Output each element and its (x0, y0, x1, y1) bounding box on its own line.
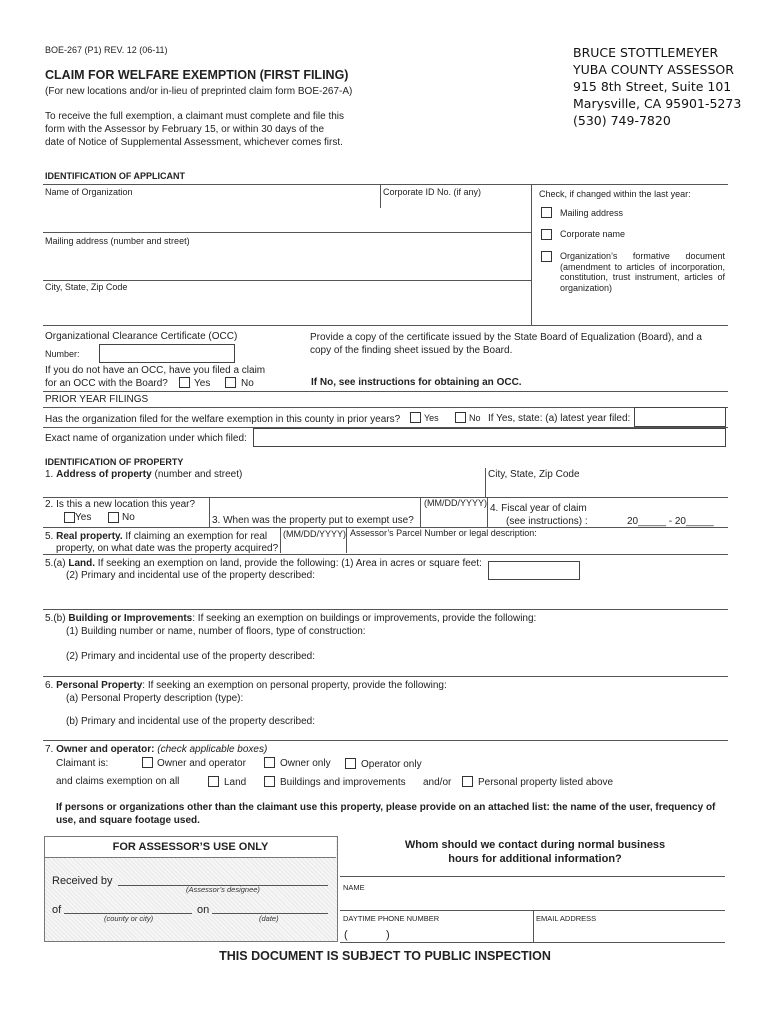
exempt-use-date-format: (MM/DD/YYYY) (424, 498, 487, 508)
new-location-question: 2. Is this a new location this year? (45, 499, 196, 510)
assessor-office: YUBA COUNTY ASSESSOR (573, 62, 734, 77)
owner-operator-label: Owner and operator (157, 758, 246, 769)
exempt-use-question: 3. When was the property put to exempt use? (212, 515, 414, 526)
org-name-field[interactable] (45, 198, 375, 228)
occ-provide-text: Provide a copy of the certificate issued by the State Board of Equalization (Board), and a copy of the finding sheet issued by the Board. (310, 332, 702, 356)
building-use-label: (2) Primary and incidental use of the property described: (66, 651, 316, 662)
prior-no-checkbox[interactable] (455, 412, 466, 423)
received-by-field[interactable] (118, 870, 328, 884)
mailing-address-label: Mailing address (number and street) (45, 236, 190, 246)
prior-no-label: No (469, 413, 481, 423)
form-subtitle: (For new locations and/or in-lieu of preprinted claim form BOE-267-A) (45, 86, 353, 97)
and-or-label: and/or (423, 777, 452, 788)
city-state-zip-field[interactable] (45, 294, 525, 322)
new-location-yes-label: Yes (75, 512, 92, 523)
occ-question-line2: for an OCC with the Board? (45, 378, 168, 389)
property-city-label: City, State, Zip Code (488, 469, 580, 480)
occ-number-label: Number: (45, 349, 80, 359)
prior-question: Has the organization filed for the welfare exemption in this county in prior years? (45, 414, 401, 425)
contact-phone-open-paren: ( (344, 929, 348, 941)
owner-only-checkbox[interactable] (264, 757, 275, 768)
date-caption: (date) (259, 914, 279, 923)
operator-only-checkbox[interactable] (345, 758, 356, 769)
occ-question-line1: If you do not have an OCC, have you filed a claim (45, 365, 266, 376)
fiscal-year-instructions: (see instructions) : (506, 516, 588, 527)
contact-email-label: EMAIL ADDRESS (536, 914, 597, 923)
county-caption: (county or city) (104, 914, 154, 923)
acquired-date-format: (MM/DD/YYYY) (283, 529, 346, 539)
form-title: CLAIM FOR WELFARE EXEMPTION (FIRST FILING) (45, 68, 349, 82)
buildings-checkbox[interactable] (264, 776, 275, 787)
public-inspection-notice: THIS DOCUMENT IS SUBJECT TO PUBLIC INSPECTION (219, 949, 551, 963)
mailing-changed-label: Mailing address (560, 208, 624, 218)
operator-only-label: Operator only (361, 759, 422, 770)
personal-property-question: 6. Personal Property: If seeking an exemption on personal property, provide the following: (45, 680, 447, 691)
land-question: 5.(a) Land. If seeking an exemption on land, provide the following: (1) Area in acres or square feet: (45, 558, 482, 569)
land-area-field[interactable] (488, 561, 580, 580)
applicant-heading: IDENTIFICATION OF APPLICANT (45, 171, 185, 181)
mailing-changed-checkbox[interactable] (541, 207, 552, 218)
latest-year-label: If Yes, state: (a) latest year filed: (488, 413, 631, 424)
occ-number-field[interactable] (99, 344, 235, 363)
check-changed-label: Check, if changed within the last year: (539, 189, 691, 199)
prior-heading: PRIOR YEAR FILINGS (45, 394, 149, 405)
real-property-question-cont: property, on what date was the property acquired? (56, 543, 279, 554)
personal-property-use-label: (b) Primary and incidental use of the property described: (66, 716, 316, 727)
owner-operator-checkbox[interactable] (142, 757, 153, 768)
received-by-label: Received by (52, 875, 113, 887)
new-location-no-checkbox[interactable] (108, 512, 119, 523)
prior-yes-checkbox[interactable] (410, 412, 421, 423)
personal-property-description-field[interactable] (66, 705, 721, 715)
personal-property-checkbox[interactable] (462, 776, 473, 787)
property-heading: IDENTIFICATION OF PROPERTY (45, 457, 184, 467)
occ-no-label: No (241, 378, 254, 389)
form-id: BOE-267 (P1) REV. 12 (06-11) (45, 45, 168, 55)
assessor-name: BRUCE STOTTLEMEYER (573, 45, 719, 60)
property-address-label: 1. Address of property (number and street) (45, 469, 243, 480)
date-field[interactable] (212, 899, 328, 912)
personal-property-description-label: (a) Personal Property description (type): (66, 693, 244, 704)
property-city-field[interactable] (489, 481, 724, 496)
land-checkbox[interactable] (208, 776, 219, 787)
contact-phone-label: DAYTIME PHONE NUMBER (343, 914, 440, 923)
building-description-field[interactable] (66, 638, 721, 648)
corporate-changed-checkbox[interactable] (541, 229, 552, 240)
occ-label: Organizational Clearance Certificate (OCC) (45, 331, 238, 342)
exact-name-label: Exact name of organization under which filed: (45, 433, 247, 444)
on-label: on (197, 904, 210, 916)
occ-yes-checkbox[interactable] (179, 377, 190, 388)
apn-field[interactable] (350, 539, 725, 552)
intro-text: To receive the full exemption, a claimant must complete and file this form with the Assessor by February 15, or within 30 days of the date of Notice of Supplemental Assessment, whichever comes first. (45, 111, 345, 148)
prior-yes-label: Yes (424, 413, 439, 423)
buildings-checkbox-label: Buildings and improvements (280, 777, 406, 788)
personal-property-use-field[interactable] (66, 728, 721, 738)
other-users-note: If persons or organizations other than the claimant use this property, please provide on an attached list: the name of the user, frequency of use, and square footage used. (56, 802, 716, 826)
land-use-label: (2) Primary and incidental use of the property described: (66, 570, 316, 581)
apn-label: Assessor’s Parcel Number or legal description: (350, 528, 537, 538)
formative-changed-checkbox[interactable] (541, 251, 552, 262)
formative-changed-label: Organization’s formative document (amendment to articles of incorporation, constitution, trust instrument, articles of organization) (560, 251, 725, 293)
owner-operator-question: 7. Owner and operator: (check applicable boxes) (45, 744, 268, 755)
claimant-is-label: Claimant is: (56, 758, 109, 769)
assessor-street: 915 8th Street, Suite 101 (573, 79, 732, 94)
property-address-field[interactable] (45, 481, 481, 496)
owner-only-label: Owner only (280, 758, 331, 769)
assessor-phone: (530) 749-7820 (573, 113, 671, 128)
assessor-city: Marysville, CA 95901-5273 (573, 96, 742, 111)
building-description-label: (1) Building number or name, number of floors, type of construction: (66, 626, 366, 637)
occ-no-checkbox[interactable] (225, 377, 236, 388)
real-property-question: 5. Real property. If claiming an exemption for real (45, 531, 268, 542)
new-location-yes-checkbox[interactable] (64, 512, 75, 523)
fiscal-year-field[interactable]: 20_____ - 20_____ (627, 516, 714, 527)
contact-name-label: NAME (343, 883, 365, 892)
of-label: of (52, 904, 62, 916)
new-location-no-label: No (122, 512, 135, 523)
corporate-changed-label: Corporate name (560, 229, 626, 239)
corp-id-field[interactable] (383, 198, 528, 228)
contact-email-field[interactable] (536, 926, 724, 940)
exempt-use-date-field[interactable] (422, 510, 484, 525)
building-question: 5.(b) Building or Improvements: If seeking an exemption on buildings or improvements, provide the following: (45, 613, 537, 624)
occ-yes-label: Yes (194, 378, 211, 389)
land-checkbox-label: Land (224, 777, 247, 788)
latest-year-field[interactable] (634, 407, 726, 427)
land-use-field[interactable] (66, 583, 721, 607)
occ-instructions: If No, see instructions for obtaining an OCC. (311, 377, 522, 388)
exact-name-field[interactable] (253, 428, 726, 447)
county-field[interactable] (64, 899, 192, 912)
contact-heading: Whom should we contact during normal business hours for additional information? (404, 839, 666, 865)
contact-name-field[interactable] (343, 893, 723, 909)
corp-id-label: Corporate ID No. (if any) (383, 187, 482, 197)
fiscal-year-label: 4. Fiscal year of claim (490, 503, 587, 514)
contact-phone-close-paren: ) (386, 929, 390, 941)
personal-property-checkbox-label: Personal property listed above (478, 777, 614, 788)
building-use-field[interactable] (66, 663, 721, 675)
assessor-use-heading: FOR ASSESSOR’S USE ONLY (112, 841, 269, 853)
claims-on-all-label: and claims exemption on all (56, 776, 180, 787)
contact-phone-field[interactable] (351, 926, 529, 940)
acquired-date-field[interactable] (283, 540, 343, 552)
city-state-zip-label: City, State, Zip Code (45, 282, 128, 292)
designee-caption: (Assessor’s designee) (186, 885, 260, 894)
mailing-address-field[interactable] (45, 247, 525, 277)
org-name-label: Name of Organization (45, 187, 133, 197)
assessor-address (573, 44, 741, 129)
